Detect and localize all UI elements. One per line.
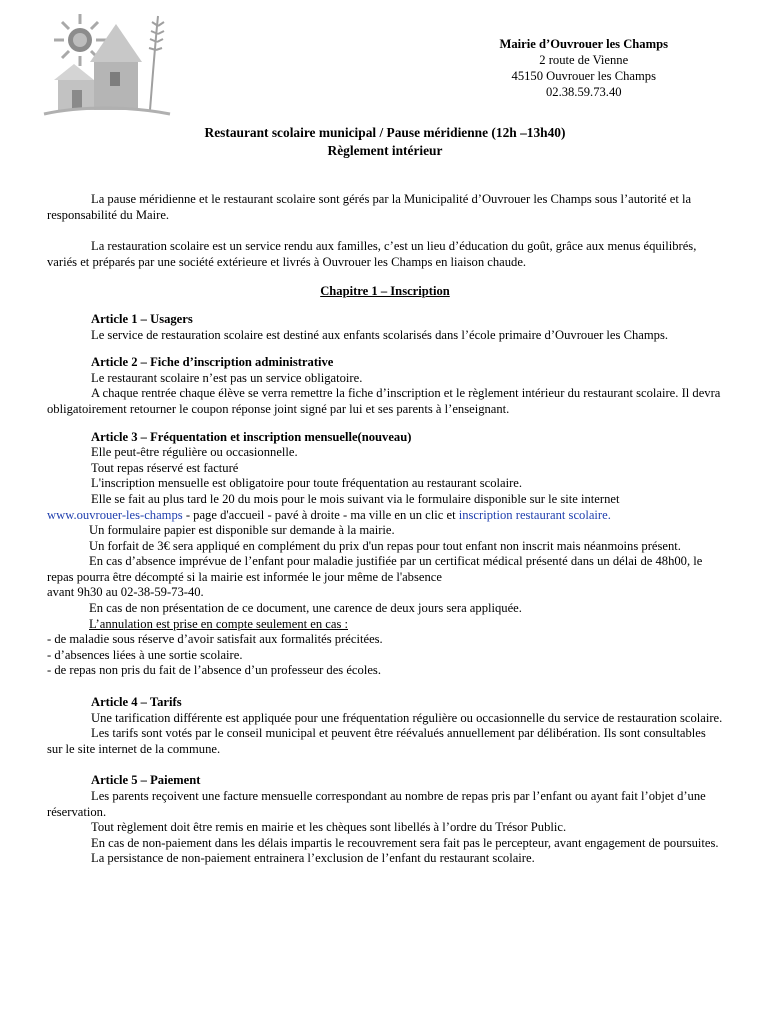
article-1-title: Article 1 – Usagers xyxy=(91,311,193,326)
list-item: - de repas non pris du fait de l’absence d’un professeur des écoles. xyxy=(47,663,381,678)
document-body xyxy=(47,192,723,867)
article-3-text-7: En cas d’absence imprévue de l’enfant pour maladie justifiée par un certificat médical présenté dans un délai de 48h00, le repas pourra être décompté si la mairie est informée le jour même de l'absence xyxy=(47,554,703,584)
mairie-name: Mairie d’Ouvrouer les Champs xyxy=(499,37,668,51)
list-item: - d’absences liées à une sortie scolaire. xyxy=(47,647,243,662)
annulation-heading: L’annulation est prise en compte seulement en cas : xyxy=(89,616,349,631)
mairie-logo xyxy=(40,6,174,124)
article-3-text-9 xyxy=(47,617,723,633)
phone-number: 02.38.59.73.40 xyxy=(545,85,622,99)
intro-paragraph-1: La pause méridienne et le restaurant scolaire sont gérés par la Municipalité d’Ouvrouer les Champs sous l’autorité et la responsabilité du Maire. xyxy=(47,192,692,222)
mairie-address xyxy=(500,36,669,100)
article-3-text-5: Un formulaire papier est disponible sur demande à la mairie. xyxy=(89,523,395,538)
article-3-text-7b: avant 9h30 au 02-38-59-73-40. xyxy=(47,585,204,600)
article-2-text-2: A chaque rentrée chaque élève se verra remettre la fiche d’inscription et le règlement intérieur du restaurant scolaire. Il devra obligatoirement retourner le coupon réponse joint signé par lui et ses parents à l’enseignant. xyxy=(47,386,721,416)
title-line1: Restaurant scolaire municipal / Pause méridienne (12h –13h40) xyxy=(204,125,566,140)
article-2-text-1: Le restaurant scolaire n’est pas un service obligatoire. xyxy=(91,370,363,385)
article-5-title: Article 5 – Paiement xyxy=(91,773,201,788)
article-1-text: Le service de restauration scolaire est destiné aux enfants scolarisés dans l’école primaire d’Ouvrouer les Champs. xyxy=(91,327,669,342)
article-3-text-2: Tout repas réservé est facturé xyxy=(91,460,239,475)
article-3-text-4a: Elle se fait au plus tard le 20 du mois pour le mois suivant via le formulaire disponible sur le site internet xyxy=(91,491,620,506)
article-5-text-3: En cas de non-paiement dans les délais impartis le recouvrement sera fait pas le percepteur, avant engagement de poursuites. xyxy=(91,835,719,850)
article-4-title: Article 4 – Tarifs xyxy=(91,695,182,710)
title-line2: Règlement intérieur xyxy=(327,143,443,158)
inscription-link[interactable]: inscription restaurant scolaire. xyxy=(458,507,611,522)
website-link[interactable]: www.ouvrouer-les-champs xyxy=(47,507,183,522)
article-3-text-3: L'inscription mensuelle est obligatoire pour toute fréquentation au restaurant scolaire. xyxy=(91,476,523,491)
article-3-text-6: Un forfait de 3€ sera appliqué en complément du prix d'un repas pour tout enfant non inscrit mais néanmoins présent. xyxy=(89,538,681,553)
article-3-text-4b: - page d'accueil - pavé à droite - ma ville en un clic et xyxy=(182,507,459,522)
article-5-text-4: La persistance de non-paiement entrainera l’exclusion de l’enfant du restaurant scolaire. xyxy=(91,851,535,866)
intro-paragraph-2: La restauration scolaire est un service rendu aux familles, c’est un lieu d’éducation du goût, grâce aux menus équilibrés, variés et préparés par une société extérieure et livrés à Ouvrouer les Champs en liaison chaude. xyxy=(47,239,697,269)
address-line1: 2 route de Vienne xyxy=(539,53,629,67)
article-2-title: Article 2 – Fiche d’inscription administrative xyxy=(91,355,334,370)
article-3-title: Article 3 – Fréquentation et inscription mensuelle(nouveau) xyxy=(91,429,412,444)
list-item: - de maladie sous réserve d’avoir satisfait aux formalités précitées. xyxy=(47,632,383,647)
document-title xyxy=(0,124,770,160)
article-4-text-1: Une tarification différente est appliquée pour une fréquentation régulière ou occasionnelle du service de restauration scolaire. xyxy=(91,710,723,725)
article-3-text-8: En cas de non présentation de ce document, une carence de deux jours sera appliquée. xyxy=(89,601,522,616)
article-5-text-2: Tout règlement doit être remis en mairie et les chèques sont libellés à l’ordre du Trésor Public. xyxy=(91,820,567,835)
article-3-text-4 xyxy=(47,492,723,523)
chapter-heading: Chapitre 1 – Inscription xyxy=(320,284,450,299)
article-3-text-1: Elle peut-être régulière ou occasionnelle. xyxy=(91,445,298,460)
address-line2: 45150 Ouvrouer les Champs xyxy=(511,69,656,83)
article-5-text-1: Les parents reçoivent une facture mensuelle correspondant au nombre de repas pris par l’enfant ou ayant fait l’objet d’une réservation. xyxy=(47,789,706,819)
article-4-text-2: Les tarifs sont votés par le conseil municipal et peuvent être réévalués annuellement par délibération. Ils sont consultables sur le site internet de la commune. xyxy=(47,726,706,756)
